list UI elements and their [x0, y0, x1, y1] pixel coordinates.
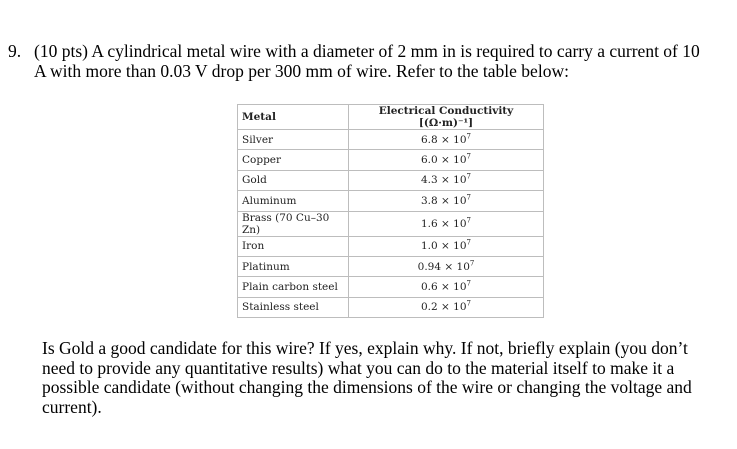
conductivity-exponent: 7 [466, 299, 471, 308]
conductivity-mantissa: 6.0 × 10 [420, 154, 467, 167]
conductivity-exponent: 7 [466, 279, 471, 288]
conductivity-cell [349, 277, 544, 297]
table-body [238, 130, 544, 318]
conductivity-exponent: 7 [466, 132, 471, 141]
metal-cell: Platinum [238, 256, 349, 276]
conductivity-exponent: 7 [469, 259, 475, 268]
table-header-row [238, 105, 544, 130]
metal-cell: Plain carbon steel [238, 277, 349, 297]
table-row [238, 130, 544, 150]
conductivity-mantissa: 4.3 × 10 [420, 174, 467, 187]
question-line-1 [8, 41, 732, 61]
table-row [238, 211, 544, 236]
conductivity-cell [349, 150, 544, 170]
table-row [238, 297, 544, 317]
conductivity-exponent: 7 [466, 216, 471, 225]
conductivity-column-header: Electrical Conductivity [(Ω·m)⁻¹] [349, 105, 544, 130]
followup-line-3: possible candidate (without changing the dimensions of the wire or changing the voltage and [42, 377, 692, 397]
followup-line-1: Is Gold a good candidate for this wire? If yes, explain why. If not, briefly explain (you don’t [42, 338, 688, 358]
conductivity-exponent: 7 [466, 193, 471, 202]
metal-cell: Copper [238, 150, 349, 170]
followup-question [42, 339, 732, 417]
table-row [238, 256, 544, 276]
metal-cell: Gold [238, 170, 349, 190]
conductivity-mantissa: 0.6 × 10 [420, 281, 467, 294]
metal-cell: Silver [238, 130, 349, 150]
conductivity-cell [349, 256, 544, 276]
table-row [238, 191, 544, 211]
metal-cell: Aluminum [238, 191, 349, 211]
conductivity-mantissa: 0.94 × 10 [417, 260, 470, 273]
conductivity-mantissa: 6.8 × 10 [420, 133, 467, 146]
conductivity-table [237, 104, 544, 318]
metal-cell: Brass (70 Cu–30 Zn) [238, 211, 349, 236]
conductivity-mantissa: 0.2 × 10 [420, 301, 467, 314]
conductivity-cell [349, 236, 544, 256]
table-row [238, 277, 544, 297]
conductivity-cell [349, 130, 544, 150]
conductivity-exponent: 7 [466, 152, 471, 161]
conductivity-cell [349, 211, 544, 236]
conductivity-mantissa: 1.6 × 10 [420, 217, 467, 230]
conductivity-exponent: 7 [466, 238, 471, 247]
question-line-2: A with more than 0.03 V drop per 300 mm of wire. Refer to the table below: [34, 61, 569, 81]
question-line-1-text: (10 pts) A cylindrical metal wire with a diameter of 2 mm in is required to carry a current of 10 [34, 41, 700, 61]
conductivity-cell [349, 297, 544, 317]
table-row [238, 170, 544, 190]
question-prompt [8, 41, 732, 81]
followup-line-4: current). [42, 396, 102, 417]
conductivity-exponent: 7 [466, 172, 471, 181]
conductivity-cell [349, 191, 544, 211]
conductivity-mantissa: 3.8 × 10 [420, 194, 467, 207]
question-number: 9. [8, 41, 22, 61]
conductivity-mantissa: 1.0 × 10 [420, 240, 467, 253]
metal-column-header: Metal [238, 105, 349, 130]
metal-cell: Iron [238, 236, 349, 256]
table-row [238, 150, 544, 170]
conductivity-cell [349, 170, 544, 190]
table-row [238, 236, 544, 256]
metal-cell: Stainless steel [238, 297, 349, 317]
conductivity-table-container [237, 104, 544, 318]
followup-line-2: need to provide any quantitative results) what you can do to the material itself to make it a [42, 357, 675, 378]
